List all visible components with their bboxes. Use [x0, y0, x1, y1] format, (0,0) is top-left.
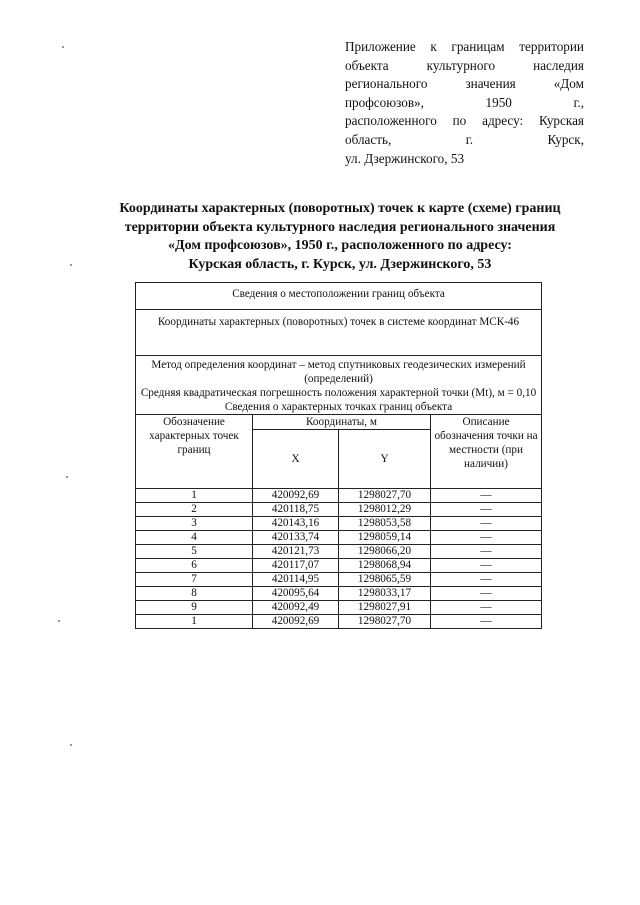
table-row — [136, 573, 542, 587]
x-coordinate: 420114,95 — [253, 573, 339, 587]
col-x-header: X — [253, 430, 339, 489]
appendix-line: ул. Дзержинского, 53 — [345, 150, 465, 166]
coordinates-table — [135, 282, 542, 629]
y-coordinate: 1298068,94 — [339, 559, 431, 573]
table-row — [136, 489, 542, 503]
y-coordinate: 1298053,58 — [339, 517, 431, 531]
title-line: «Дом профсоюзов», 1950 г., расположенного по адресу: — [168, 238, 512, 253]
point-description: — — [431, 601, 542, 615]
scan-speck — [62, 46, 64, 48]
appendix-line: область, г. Курск, — [345, 131, 584, 147]
y-coordinate: 1298033,17 — [339, 587, 431, 601]
col-description-header: Описание обозначения точки на местности (при наличии) — [431, 415, 542, 489]
y-coordinate: 1298059,14 — [339, 531, 431, 545]
method-text: Метод определения координат – метод спутниковых геодезических измерений (определений) — [151, 359, 526, 385]
table-row — [136, 545, 542, 559]
table-row — [136, 517, 542, 531]
scan-speck — [70, 744, 72, 746]
point-description: — — [431, 587, 542, 601]
point-number: 4 — [136, 531, 253, 545]
table-row — [136, 531, 542, 545]
x-coordinate: 420117,07 — [253, 559, 339, 573]
x-coordinate: 420133,74 — [253, 531, 339, 545]
point-number: 1 — [136, 489, 253, 503]
point-description: — — [431, 489, 542, 503]
y-coordinate: 1298027,70 — [339, 489, 431, 503]
point-number: 3 — [136, 517, 253, 531]
y-coordinate: 1298027,91 — [339, 601, 431, 615]
method-cell — [136, 356, 542, 415]
point-description: — — [431, 545, 542, 559]
table-row — [136, 601, 542, 615]
x-coordinate: 420121,73 — [253, 545, 339, 559]
table-body — [136, 489, 542, 629]
table-row — [136, 615, 542, 629]
document-title — [96, 200, 584, 274]
appendix-line: расположенного по адресу: Курская — [345, 113, 584, 129]
point-number: 6 — [136, 559, 253, 573]
point-number: 5 — [136, 545, 253, 559]
point-description: — — [431, 517, 542, 531]
x-coordinate: 420143,16 — [253, 517, 339, 531]
appendix-line: Приложение к границам территории — [345, 39, 584, 54]
scan-speck — [70, 264, 72, 266]
col-designation-header: Обозначение характерных точек границ — [136, 415, 253, 489]
appendix-line: объекта культурного наследия — [345, 57, 584, 73]
x-coordinate: 420095,64 — [253, 587, 339, 601]
appendix-line: профсоюзов», 1950 г., — [345, 94, 584, 110]
point-number: 8 — [136, 587, 253, 601]
x-coordinate: 420092,69 — [253, 615, 339, 629]
y-coordinate: 1298066,20 — [339, 545, 431, 559]
x-coordinate: 420092,69 — [253, 489, 339, 503]
accuracy-text: Средняя квадратическая погрешность положения характерной точки (Mt), м = 0,10 — [140, 387, 537, 399]
y-coordinate: 1298027,70 — [339, 615, 431, 629]
point-number: 9 — [136, 601, 253, 615]
title-line: Курская область, г. Курск, ул. Дзержинского, 53 — [188, 256, 492, 272]
point-description: — — [431, 503, 542, 517]
title-line: Координаты характерных (поворотных) точек к карте (схеме) границ — [119, 201, 561, 216]
point-number: 1 — [136, 615, 253, 629]
point-description: — — [431, 615, 542, 629]
scan-speck — [66, 476, 68, 478]
point-description: — — [431, 573, 542, 587]
appendix-note — [345, 38, 584, 168]
table-row — [136, 503, 542, 517]
scan-speck — [58, 620, 60, 622]
point-description: — — [431, 531, 542, 545]
table-row — [136, 587, 542, 601]
x-coordinate: 420118,75 — [253, 503, 339, 517]
col-y-header: Y — [339, 430, 431, 489]
appendix-line: регионального значения «Дом — [345, 76, 584, 92]
col-coords-header: Координаты, м — [253, 415, 431, 430]
point-description: — — [431, 559, 542, 573]
y-coordinate: 1298065,59 — [339, 573, 431, 587]
point-number: 2 — [136, 503, 253, 517]
point-number: 7 — [136, 573, 253, 587]
title-line: территории объекта культурного наследия регионального значения — [124, 219, 556, 235]
section-header: Сведения о местоположении границ объекта — [136, 283, 542, 310]
points-header: Сведения о характерных точках границ объекта — [224, 401, 453, 413]
table-row — [136, 559, 542, 573]
coord-system-cell: Координаты характерных (поворотных) точек в системе координат МСК-46 — [136, 310, 542, 356]
x-coordinate: 420092,49 — [253, 601, 339, 615]
y-coordinate: 1298012,29 — [339, 503, 431, 517]
